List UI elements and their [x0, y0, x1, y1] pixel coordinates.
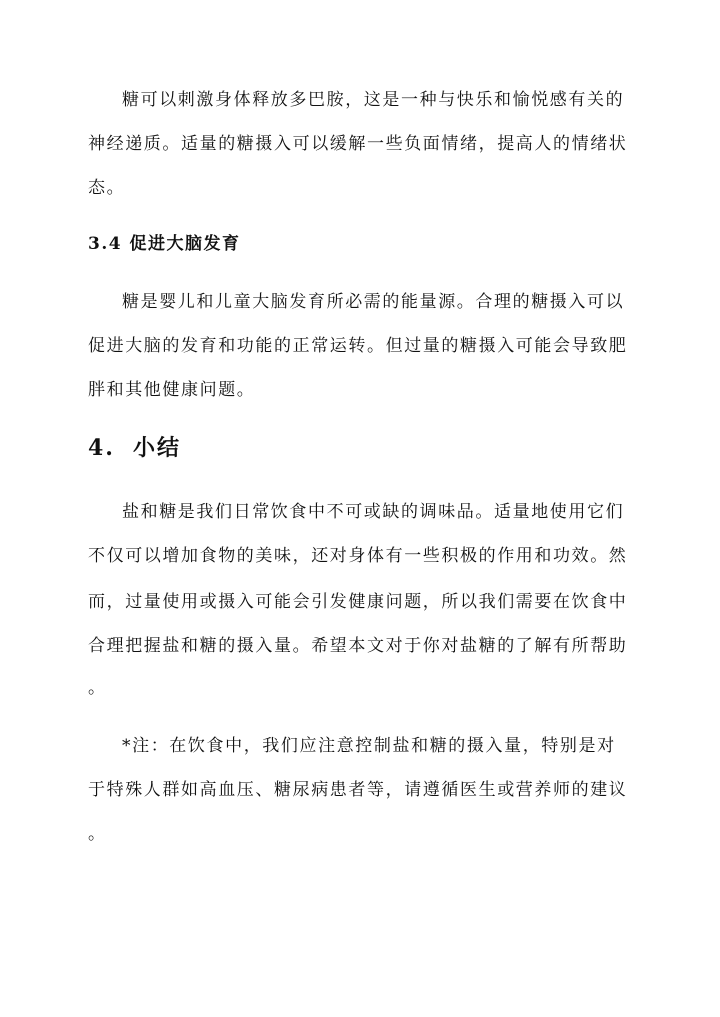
paragraph-line: 于特殊人群如高血压、糖尿病患者等，请遵循医生或营养师的建议	[88, 780, 628, 800]
paragraph-line: 态。	[88, 178, 126, 198]
paragraph-line: 不仅可以增加食物的美味，还对身体有一些积极的作用和功效。然	[88, 546, 628, 566]
paragraph-line: 促进大脑的发育和功能的正常运转。但过量的糖摄入可能会导致肥	[88, 336, 628, 356]
paragraph-line: 而，过量使用或摄入可能会引发健康问题，所以我们需要在饮食中	[88, 592, 628, 612]
section-heading-3-4: 3.4 促进大脑发育	[88, 234, 241, 254]
paragraph-line: 。	[88, 824, 107, 844]
paragraph-line: 糖可以刺激身体释放多巴胺，这是一种与快乐和愉悦感有关的	[122, 90, 625, 110]
section-number: 4.	[88, 435, 115, 461]
paragraph-line: 胖和其他健康问题。	[88, 380, 256, 400]
paragraph-line: 糖是婴儿和儿童大脑发育所必需的能量源。合理的糖摄入可以	[122, 292, 625, 312]
paragraph-line: 。	[88, 678, 107, 698]
paragraph-line: *注：在饮食中，我们应注意控制盐和糖的摄入量，特别是对	[122, 736, 616, 756]
paragraph-line: 合理把握盐和糖的摄入量。希望本文对于你对盐糖的了解有所帮助	[88, 636, 628, 656]
section-heading-4	[88, 433, 181, 463]
paragraph-line: 神经递质。适量的糖摄入可以缓解一些负面情绪，提高人的情绪状	[88, 134, 628, 154]
paragraph-line: 盐和糖是我们日常饮食中不可或缺的调味品。适量地使用它们	[122, 502, 625, 522]
section-title: 小结	[132, 435, 181, 461]
